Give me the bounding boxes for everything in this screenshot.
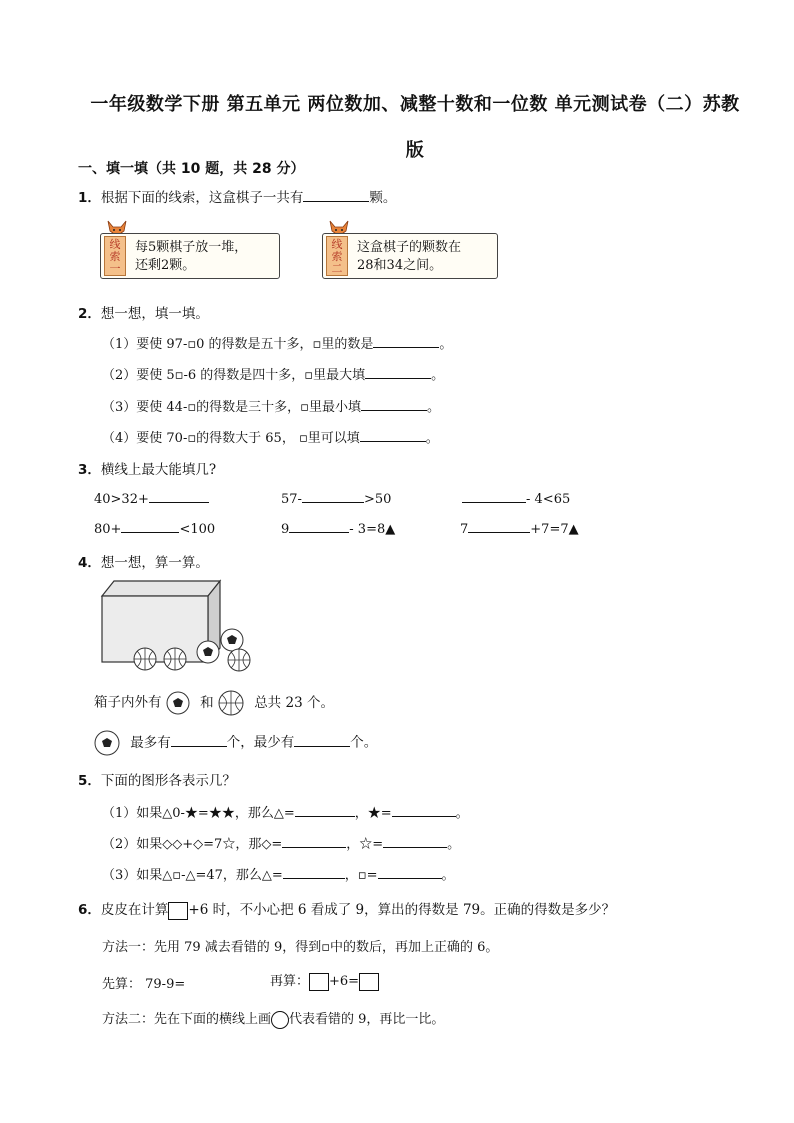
section-heading: 一、填一填（共 10 题，共 28 分） bbox=[78, 161, 305, 177]
answer-blank[interactable] bbox=[294, 734, 350, 747]
answer-blank[interactable] bbox=[283, 866, 345, 879]
q6-method-2 bbox=[102, 1008, 444, 1029]
item-text: 。 bbox=[431, 368, 445, 383]
soccer-ball-icon bbox=[166, 691, 190, 715]
q3-expr-5 bbox=[281, 520, 395, 537]
clue-line: 28和34之间。 bbox=[357, 258, 443, 273]
answer-blank[interactable] bbox=[282, 835, 346, 848]
item-text: （2）如果◇◇+◇=7☆，那◇= bbox=[102, 837, 283, 852]
clue-text bbox=[357, 239, 461, 275]
q2-item-3 bbox=[102, 396, 440, 415]
answer-blank[interactable] bbox=[149, 490, 209, 503]
q2-item-1 bbox=[102, 333, 452, 352]
calc-text: 先算： 79-9= bbox=[102, 977, 186, 992]
question-1 bbox=[78, 186, 396, 206]
item-text: 。 bbox=[447, 837, 461, 852]
answer-blank[interactable] bbox=[360, 429, 426, 442]
answer-blank[interactable] bbox=[378, 866, 442, 879]
q4-line-2 bbox=[94, 730, 377, 756]
line-text: 箱子内外有 bbox=[94, 694, 162, 711]
question-5 bbox=[78, 769, 236, 789]
expr-text: +7=7▲ bbox=[530, 522, 579, 537]
soccer-ball-icon bbox=[221, 629, 243, 651]
question-4 bbox=[78, 551, 209, 571]
q3-expr-6 bbox=[460, 520, 579, 537]
answer-blank[interactable] bbox=[383, 835, 447, 848]
question-number: 4． bbox=[78, 555, 101, 571]
clue-line: 这盒棋子的颗数在 bbox=[357, 240, 462, 255]
item-text: （4）要使 70-▫的得数大于 65， ▫里可以填 bbox=[102, 431, 360, 446]
question-text: 皮皮在计算 bbox=[100, 902, 169, 918]
q6-first-calc bbox=[102, 973, 185, 992]
q2-item-4 bbox=[102, 427, 439, 446]
item-text: ，★= bbox=[354, 806, 392, 821]
line-text: 个。 bbox=[350, 734, 378, 751]
question-2 bbox=[78, 302, 209, 322]
item-text: 。 bbox=[455, 806, 469, 821]
q4-line-1 bbox=[94, 690, 334, 716]
item-text: （2）要使 5▫-6 的得数是四十多，▫里最大填 bbox=[102, 368, 366, 383]
line-text: 个，最少有 bbox=[226, 734, 295, 751]
expr-text: - 4<65 bbox=[526, 492, 571, 507]
item-text: 。 bbox=[439, 337, 453, 352]
circle-symbol bbox=[271, 1011, 289, 1029]
question-text: +6 时，不小心把 6 看成了 9，算出的得数是 79。正确的得数是多少？ bbox=[188, 902, 616, 918]
q3-expr-2 bbox=[281, 490, 391, 507]
answer-box[interactable] bbox=[309, 973, 329, 991]
q3-expr-1 bbox=[94, 490, 209, 507]
box-with-balls-illustration bbox=[98, 576, 258, 676]
question-text: 想一想，填一填。 bbox=[100, 306, 209, 322]
line-text: 最多有 bbox=[130, 734, 171, 751]
expr-text: <100 bbox=[179, 522, 216, 537]
answer-blank[interactable] bbox=[392, 804, 456, 817]
q6-method-1: 方法一：先用 79 减去看错的 9，得到▫中的数后，再加上正确的 6。 bbox=[102, 940, 499, 955]
q6-then-calc bbox=[270, 970, 379, 991]
clue-card-1 bbox=[100, 219, 285, 281]
q5-item-2 bbox=[102, 833, 460, 852]
q5-item-3 bbox=[102, 864, 455, 883]
q5-item-1 bbox=[102, 802, 469, 821]
method-text: 代表看错的 9，再比一比。 bbox=[289, 1012, 445, 1027]
item-text: （3）要使 44-▫的得数是三十多，▫里最小填 bbox=[102, 400, 361, 415]
answer-blank[interactable] bbox=[171, 734, 227, 747]
line-text: 总共 23 个。 bbox=[254, 694, 334, 711]
answer-blank[interactable] bbox=[468, 520, 530, 533]
question-text: 下面的图形各表示几？ bbox=[100, 773, 236, 789]
q3-expr-3 bbox=[462, 490, 570, 507]
item-text: 。 bbox=[425, 431, 439, 446]
q3-expr-4 bbox=[94, 520, 215, 537]
answer-blank[interactable] bbox=[302, 490, 364, 503]
expr-text: 40>32+ bbox=[94, 492, 149, 507]
clue-text bbox=[135, 239, 247, 275]
question-number: 2． bbox=[78, 306, 101, 322]
title-line-2: 版 bbox=[405, 140, 425, 161]
expr-text: 7 bbox=[460, 522, 469, 537]
clue-tag: 线索一 bbox=[104, 236, 126, 276]
basketball-icon bbox=[164, 648, 186, 670]
calc-text: +6= bbox=[329, 974, 360, 989]
answer-blank[interactable] bbox=[289, 520, 349, 533]
item-text: （3）如果△▫-△=47，那么△= bbox=[102, 868, 283, 883]
question-number: 5． bbox=[78, 773, 101, 789]
answer-blank[interactable] bbox=[373, 335, 439, 348]
question-text: 根据下面的线索，这盒棋子一共有 bbox=[100, 190, 304, 206]
clue-box bbox=[322, 233, 498, 279]
expr-text: 57- bbox=[281, 492, 302, 507]
question-text: 想一想，算一算。 bbox=[100, 555, 209, 571]
answer-box[interactable] bbox=[359, 973, 379, 991]
item-text: 。 bbox=[426, 400, 440, 415]
item-text: （1）如果△0-★=★★，那么△= bbox=[102, 806, 295, 821]
line-text: 和 bbox=[200, 694, 214, 711]
question-text: 横线上最大能填几? bbox=[100, 462, 217, 478]
clue-line: 还剩2颗。 bbox=[135, 258, 196, 273]
question-number: 6． bbox=[78, 902, 101, 918]
answer-blank[interactable] bbox=[295, 804, 355, 817]
method-text: 方法二：先在下面的横线上画 bbox=[102, 1012, 272, 1027]
item-text: 。 bbox=[441, 868, 455, 883]
answer-blank[interactable] bbox=[121, 520, 179, 533]
answer-blank[interactable] bbox=[365, 366, 431, 379]
expr-text: - 3=8▲ bbox=[349, 522, 396, 537]
basketball-icon bbox=[134, 648, 156, 670]
basketball-icon bbox=[228, 649, 250, 671]
expr-text: 9 bbox=[281, 522, 290, 537]
soccer-ball-icon bbox=[197, 641, 219, 663]
answer-blank[interactable] bbox=[361, 398, 427, 411]
question-number: 1． bbox=[78, 190, 101, 206]
item-text: ，☆= bbox=[346, 837, 384, 852]
clue-line: 每5颗棋子放一堆， bbox=[135, 240, 248, 255]
expr-text: >50 bbox=[363, 492, 392, 507]
clue-tag: 线索二 bbox=[326, 236, 348, 276]
answer-blank[interactable] bbox=[462, 490, 526, 503]
expr-text: 80+ bbox=[94, 522, 122, 537]
unknown-box bbox=[168, 902, 188, 920]
question-number: 3． bbox=[78, 462, 101, 478]
q2-item-2 bbox=[102, 364, 444, 383]
soccer-ball-icon bbox=[94, 730, 120, 756]
clue-box bbox=[100, 233, 280, 279]
clue-card-2 bbox=[322, 219, 502, 281]
calc-text: 再算： bbox=[270, 974, 310, 989]
title-line-1: 一年级数学下册 第五单元 两位数加、减整十数和一位数 单元测试卷（二）苏教 bbox=[90, 94, 740, 115]
question-6 bbox=[78, 898, 615, 920]
item-text: （1）要使 97-▫0 的得数是五十多，▫里的数是 bbox=[102, 337, 374, 352]
basketball-icon bbox=[218, 690, 244, 716]
question-3 bbox=[78, 458, 216, 478]
item-text: ，▫= bbox=[344, 868, 378, 883]
answer-blank[interactable] bbox=[303, 189, 369, 202]
question-text: 颗。 bbox=[369, 190, 397, 206]
